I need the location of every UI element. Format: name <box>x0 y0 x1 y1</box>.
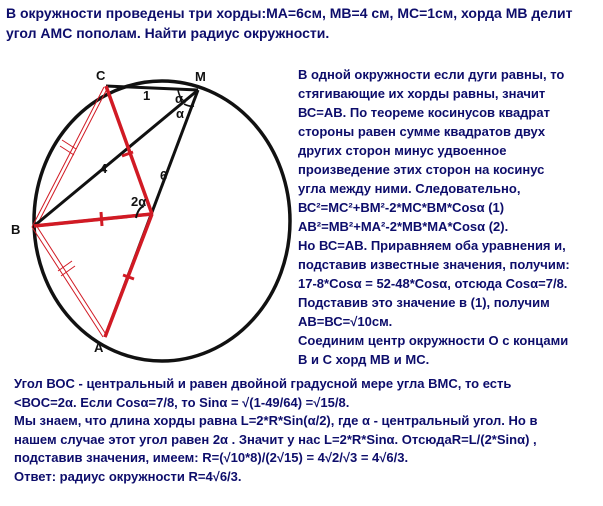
length-label-ma: 6 <box>160 168 168 183</box>
solution-line: подставив известные значения, получим: <box>298 257 570 272</box>
solution-line: стягивающие их хорды равны, значит <box>298 86 546 101</box>
segment-ba-left <box>32 227 103 337</box>
solution-line: В и С хорд МВ и МС. <box>298 352 430 367</box>
solution-line: АВ=ВС=√10см. <box>298 314 393 329</box>
solution-line: Подставив это значение в (1), получим <box>298 295 550 310</box>
continuation-line: Мы знаем, что длина хорды равна L=2*R*Sin(α/2), где α - центральный угол. Но в <box>14 413 538 429</box>
geometry-figure <box>0 60 300 370</box>
angle-label-center: 2α <box>131 194 147 209</box>
continuation-line: подставив значения, имеем: R=(√10*8)/(2√15) = 4√2/√3 = 4√6/3. <box>14 450 409 466</box>
point-label-m: M <box>195 69 206 84</box>
solution-line: Соединим центр окружности О с концами <box>298 333 569 348</box>
solution-line: ВС²=МС²+ВМ²-2*МС*ВМ*Cosα (1) <box>298 200 505 215</box>
problem-statement <box>6 3 598 43</box>
length-label-mc: 1 <box>143 88 151 103</box>
tick-mark <box>101 212 102 226</box>
radius-ob <box>34 214 152 226</box>
length-label-mb: 4 <box>100 161 108 176</box>
solution-line: стороны равен сумме квадратов двух <box>298 124 546 139</box>
solution-continuation <box>14 375 602 487</box>
answer-line: Ответ: радиус окружности R=4√6/3. <box>14 468 242 484</box>
angle-label-top: α <box>175 91 183 106</box>
angle-label-right: α <box>176 106 184 121</box>
solution-line: угла между ними. Следовательно, <box>298 181 521 196</box>
solution-line: Но ВС=АВ. Приравняем оба уравнения и, <box>298 238 566 253</box>
solution-line: других сторон минус удвоенное <box>298 143 507 158</box>
solution-line: 17-8*Cosα = 52-48*Cosα, отсюда Cosα=7/8. <box>298 276 568 291</box>
solution-line: В одной окружности если дуги равны, то <box>298 67 565 82</box>
segment-bc-left <box>32 87 104 227</box>
solution-line: произведение этих сторон на косинус <box>298 162 545 177</box>
point-label-b: B <box>11 222 21 237</box>
problem-line: угол АМС пополам. Найти радиус окружности. <box>6 25 330 41</box>
continuation-line: <ВОС=2α. Если Cosα=7/8, то Sinα = √(1-49/64) =√15/8. <box>14 394 350 410</box>
point-label-c: C <box>96 68 106 83</box>
continuation-line: нашем случае этот угол равен 2α . Значит у нас L=2*R*Sinα. ОтсюдаR=L/(2*Sinα) , <box>14 431 537 447</box>
solution-line: ВС=АВ. По теореме косинусов квадрат <box>298 105 550 120</box>
tick-mark <box>123 275 134 279</box>
solution-line: АВ²=МВ²+МА²-2*МВ*МА*Cosα (2). <box>298 219 509 234</box>
point-label-a: A <box>94 340 104 355</box>
problem-line: В окружности проведены три хорды:МА=6см, МВ=4 см, МС=1см, хорда МВ делит <box>6 5 573 21</box>
solution-text <box>298 65 598 369</box>
continuation-line: Угол ВОС - центральный и равен двойной градусной мере угла ВМС, то есть <box>14 376 512 391</box>
